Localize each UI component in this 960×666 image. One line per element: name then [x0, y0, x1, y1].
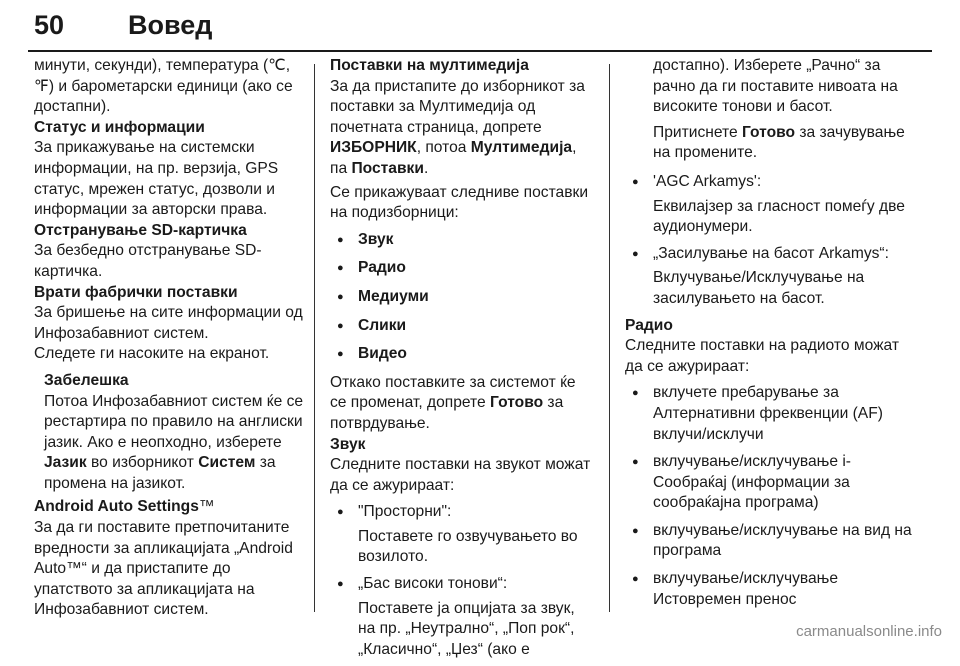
- list-item: ● Звук: [330, 230, 595, 251]
- press-done-text: Притиснете Готово за зачувување на промените.: [653, 123, 905, 162]
- list-item: ● „Бас високи тонови“:: [330, 574, 595, 595]
- section-body-android-auto: За да ги поставите претпочитаните вредности за апликацијата „Android Auto™“ и да пристапите до упатството за апликацијата на Инфозабавниот систем.: [34, 519, 293, 619]
- column-1: [34, 56, 304, 621]
- list-item: ● Видео: [330, 344, 595, 365]
- list-item-detail: Поставете ја опцијата за звук, на пр. „Неутрално“, „Поп рок“, „Класично“, „Џез“ (ако е: [358, 599, 575, 658]
- list-item: ● вклучување/исклучување Истовремен пренос: [625, 569, 915, 610]
- sound-intro: Следните поставки на звукот можат да се ажурираат:: [330, 456, 591, 494]
- note-keyword-language: Јазик: [44, 454, 87, 472]
- column-divider-1: [314, 64, 315, 612]
- section-body-status: За прикажување на системски информации, на пр. верзија, GPS статус, мрежен статус, дозволи и информации за авторски права.: [34, 139, 279, 219]
- note-heading: Забелешка: [44, 371, 129, 389]
- section-heading-factory-reset: Врати фабрички поставки: [34, 283, 238, 301]
- watermark: carmanualsonline.info: [796, 623, 942, 640]
- sound-continued: достапно). Изберете „Рачно“ за рачно да ги поставите нивоата на високите тонови и басот.: [653, 57, 898, 116]
- list-item-detail: Поставете го озвучувањето во возилото.: [358, 527, 578, 566]
- column-divider-2: [609, 64, 610, 612]
- list-item: ● вклучување/исклучување i-Сообраќај (информации за сообраќајна програма): [625, 452, 915, 514]
- page-number: 50: [34, 10, 65, 40]
- section-heading-sound: Звук: [330, 435, 366, 453]
- section-heading-multimedia: Поставки на мултимедија: [330, 57, 529, 74]
- submenu-list: [330, 230, 595, 365]
- list-item-detail: Вклучување/Исклучување на засилувањето на басот.: [653, 269, 865, 307]
- column-2: [330, 56, 595, 666]
- intro-text: минути, секунди), температура (℃, ℉) и барометарски единици (ако се достапни).: [34, 57, 293, 116]
- list-item: ● Медиуми: [330, 287, 595, 308]
- section-heading-android-auto: Android Auto Settings™: [34, 498, 215, 516]
- list-item: ● "Просторни":: [330, 502, 595, 523]
- column-3: [625, 56, 915, 614]
- page-title: Вовед: [128, 10, 213, 40]
- note-keyword-system: Систем: [198, 454, 256, 472]
- note-text: Потоа Инфозабавниот систем ќе се рестартира по правило на англиски јазик. Ако е неопходно, изберете Јазик во изборникот Систем за промена на јазикот.: [44, 392, 304, 492]
- submenu-intro: Се прикажуваат следниве поставки на подизборници:: [330, 183, 589, 222]
- list-item: ● 'AGC Arkamys':: [625, 172, 915, 193]
- section-heading-sd-card: Отстранување SD-картичка: [34, 221, 247, 239]
- header-rule: [28, 50, 932, 52]
- note-block: [34, 371, 304, 495]
- radio-list: [625, 383, 915, 610]
- list-item-detail: Еквилајзер за гласност помеѓу две аудионумери.: [653, 197, 905, 236]
- section-body-sd-card: За безбедно отстранување SD-картичка.: [34, 242, 262, 280]
- sound-list: [330, 502, 595, 523]
- list-item: ● Слики: [330, 316, 595, 337]
- section-heading-radio: Радио: [625, 316, 673, 334]
- confirm-text: Откако поставките за системот ќе се променат, допрете Готово за потврдување.: [330, 373, 576, 432]
- page-header: [28, 0, 932, 52]
- list-item: ● вклучете пребарување за Алтернативни фреквенции (AF) вклучи/исклучи: [625, 383, 915, 445]
- sound-list-2: [330, 574, 595, 595]
- list-item: ● Радио: [330, 258, 595, 279]
- sound-list-4: [625, 244, 915, 265]
- list-item: ● „Засилување на басот Arkamys“:: [625, 244, 915, 265]
- sound-list-3: [625, 172, 915, 193]
- section-heading-status: Статус и информации: [34, 118, 205, 136]
- section-body-factory-reset: За бришење на сите информации од Инфозабавниот систем.: [34, 304, 303, 342]
- radio-intro: Следните поставки на радиото можат да се ажурираат:: [625, 337, 899, 375]
- list-item: ● вклучување/исклучување на вид на програма: [625, 521, 915, 562]
- multimedia-intro: За да пристапите до изборникот за поставки за Мултимедија од почетната страница, допрете ИЗБОРНИК, потоа Мултимедија, па Поставки.: [330, 77, 585, 177]
- section-body-follow-screen: Следете ги насоките на екранот.: [34, 345, 270, 363]
